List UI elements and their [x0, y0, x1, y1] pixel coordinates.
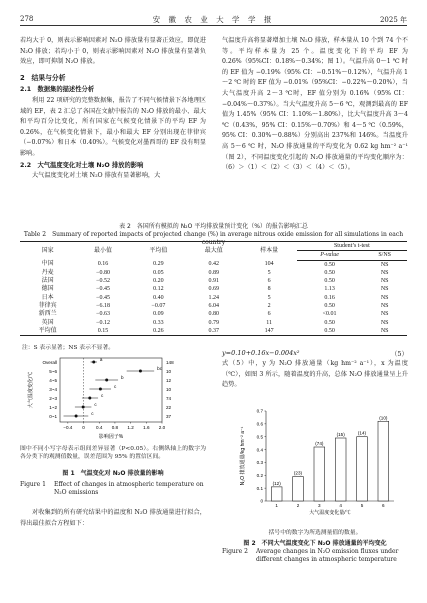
y-tick-label: 0 — [260, 498, 263, 504]
table-cell-n: 5 — [267, 294, 271, 301]
x-tick-label: 0.4 — [96, 425, 103, 430]
table-cell-p: 0.50 — [324, 261, 335, 268]
table-cell-min: 0.16 — [97, 261, 109, 268]
y-tick-label: 0~1 — [49, 414, 57, 419]
table-cell-min: −0.80 — [96, 269, 110, 276]
table-row — [20, 285, 407, 293]
table-cell-country: 日本 — [41, 294, 54, 301]
table-cell-sig: NS — [380, 319, 389, 326]
table-cell-mean: 0.05 — [153, 269, 164, 276]
y-tick-label: 1~2 — [49, 405, 57, 410]
equation-number: （5） — [390, 350, 408, 358]
table-cell-sig: NS — [380, 269, 389, 276]
x-tick-label: 5 — [360, 503, 364, 508]
col-header-mean: 平均值 — [131, 242, 186, 261]
bar-sample-label: (15) — [336, 432, 345, 437]
significance-label: c — [101, 392, 104, 398]
x-tick-label: 4 — [339, 503, 342, 508]
table-cell-n: 6 — [267, 278, 271, 285]
table-cell-mean: 0.33 — [153, 319, 164, 326]
data-point — [92, 361, 95, 364]
y-tick-label: 0.5 — [256, 434, 263, 440]
table-cell-country: 英国 — [41, 319, 54, 326]
data-point — [82, 406, 85, 409]
table-cell-max: 6.04 — [208, 303, 219, 310]
y-tick-label: 0.7 — [256, 408, 263, 414]
table-cell-mean: −0.07 — [151, 303, 166, 310]
table-cell-p: 0.50 — [324, 269, 335, 276]
table-row — [20, 327, 407, 336]
sample-size-label: 148 — [166, 360, 174, 365]
paragraph: 若均大于 0，则表示影响因素对 N₂O 排放量有显著正效应，即促进 N₂O 排放；若均小于 0，则表示影响因素对 N₂O 排放量有显著负效应，即可抑制 N₂O 排放。 — [20, 37, 206, 66]
data-point — [99, 388, 102, 391]
figure1-label-en: Figure 1 — [20, 481, 46, 488]
table-cell-mean: 0.09 — [153, 311, 164, 318]
sample-size-label: 10 — [166, 369, 172, 374]
x-tick-label: 2 — [296, 503, 300, 508]
bar — [293, 477, 304, 501]
table-cell-country: 法国 — [41, 278, 54, 285]
x-axis-title: 影响因子% — [98, 434, 124, 440]
x-tick-label: 2.0 — [158, 425, 166, 430]
paragraph: 气温度升高将显著增加土壤 N₂O 排放，样本量从 10 个到 74 个不等。平均样本量为 25 个。温度变化下的平均 EF 为 0.26%（95%CI：0.18%～0.34%；图 1）。气温升高 0～1 ℃ 时的 EF 值为 −0.19%（95% CI：−0.51%～0.12%），气温升高 1～2 ℃ 时的 EF 值为 −0.01%（95%CI：−0.22%～0.20%），当大气温度升高 2～3 ℃时，EF 值分别为 0.16%（95% CI：−0.04%～0.37%）。当大气温度升高 5～6 ℃，观测到最高的 EF 值为 1.45%（95% CI：1.10%～1.80%），比大气温度升高 3～4 ℃（0.43%，95% CI：0.15%～0.70%）和 4～5 ℃（0.59%，95% CI：0.30%～0.88%）分别高出 237%和 146%。当温度升高 5～6 ℃ 时，N₂O 排放通量的平均变化为 0.62 kg hm⁻² a⁻¹（图 2），不同温度变化引起的 N₂O 排放通量的平均变化顺序为：（6）＞（1）＜（2）＜（3）＜（4）＜（5）。 — [222, 37, 408, 172]
figure1-title: 图 1 气温变化对 N₂O 排放量的影响 — [62, 470, 164, 477]
y-tick-label: 0.3 — [256, 460, 263, 466]
significance-label: bc — [157, 365, 163, 371]
col-header-country: 国家 — [20, 242, 75, 261]
significance-label: c — [94, 401, 97, 407]
equation — [222, 349, 408, 357]
table-cell-mean: 0.40 — [153, 294, 164, 301]
table-cell-mean: 0.12 — [153, 286, 164, 293]
table-cell-p: 0.16 — [324, 294, 335, 301]
y-tick-label: 4~5 — [49, 378, 57, 383]
bar-sample-label: (10) — [379, 415, 388, 421]
y-tick-label: 3~4 — [49, 387, 57, 392]
col-header-ttest: Student’s t-test — [297, 242, 407, 251]
table-cell-min: −0.45 — [96, 294, 110, 301]
table-cell-min: −6.18 — [96, 303, 110, 310]
y-axis-title: 大气温度变化/℃ — [28, 371, 34, 409]
y-tick-label: 5~6 — [49, 369, 57, 374]
col-header-sig: S/NS — [362, 251, 407, 260]
bar — [314, 447, 325, 501]
table-cell-country: 德国 — [41, 286, 54, 293]
x-axis-title: 大气温度变化量/℃ — [309, 510, 351, 515]
table-cell-n: 104 — [264, 261, 274, 268]
table-note: 注：S 表示显著；NS 表示不显著。 — [22, 345, 115, 351]
figure2-title: 图 2 不同大气温度变化下 N₂O 排放通量的平均变化 — [243, 540, 387, 547]
table-caption-en: Table 2 Summary of reported impacts of projected change (%) in average nitrous oxide emission for all simulations in each country — [23, 231, 404, 246]
table-cell-max: 0.69 — [208, 286, 219, 293]
table-cell-min: −0.45 — [96, 286, 110, 293]
bar — [335, 438, 346, 501]
y-tick-label: 2~3 — [49, 396, 57, 401]
x-tick-label: 0.8 — [111, 425, 119, 430]
x-tick-label: −0.4 — [63, 425, 73, 430]
significance-label: c — [91, 410, 94, 416]
figure1-text-en: Effect of changes in atmospheric temperature on N₂O emissions — [54, 481, 204, 497]
summary-table — [20, 241, 407, 336]
sample-size-label: 10 — [166, 387, 172, 392]
subsection-heading: 2.2 大气温度变化对土壤 N₂O 排放的影响 — [20, 161, 144, 169]
table-cell-min: −0.63 — [96, 311, 110, 318]
table-cell-max: 0.91 — [208, 278, 219, 285]
sample-size-label: 22 — [166, 405, 172, 410]
figure1-note: 图中不同小写字母表示组间差异显著（P<0.05）。右侧纵轴上的数字为各分类下的观测值数量，误差范围为 95% 的置信区间。 — [20, 446, 206, 460]
y-tick-label: 0.1 — [256, 485, 263, 491]
table-cell-sig: NS — [380, 286, 389, 293]
table-cell-max: 0.79 — [208, 319, 219, 326]
table-cell-max: 0.42 — [208, 261, 219, 268]
bar-sample-label: (23) — [293, 470, 303, 476]
table-cell-mean: 0.26 — [131, 327, 186, 336]
bar — [378, 421, 389, 501]
table-cell-p: 0.50 — [324, 303, 335, 310]
right-column — [222, 36, 408, 174]
table-cell-n: 11 — [266, 319, 272, 326]
col-header-p: P-value — [297, 251, 363, 260]
equation-formula: y=0.10+0.16x−0.004x² — [222, 349, 300, 357]
table-cell-sig: NS — [380, 261, 389, 268]
table-cell-p: 0.50 — [324, 319, 335, 326]
bar-sample-label: (12) — [272, 480, 281, 486]
table-cell-n: 5 — [267, 269, 271, 276]
table-cell-country: 丹麦 — [41, 269, 54, 276]
table-cell-sig: NS — [380, 278, 389, 285]
x-tick-label: 1 — [275, 503, 278, 508]
left-column — [20, 36, 206, 182]
table-cell-n: 2 — [267, 303, 271, 310]
table-cell-p: <0.01 — [322, 311, 337, 318]
x-tick-label: 3 — [318, 503, 321, 508]
x-tick-label: 1.6 — [143, 425, 150, 430]
table-cell-country: 平均值 — [20, 327, 75, 336]
table-cell-sig: NS — [362, 327, 407, 336]
x-tick-label: 0 — [82, 425, 85, 430]
y-tick-label: 0.2 — [256, 472, 263, 478]
figure2-text-en: Average changes in N₂O emission fluxes under different changes in atmospheric temperature — [256, 548, 399, 564]
significance-label: b — [121, 374, 124, 380]
table-caption-cn: 表 2 各国所有模拟的 N₂O 平均排放量预计变化（%）的报告影响汇总 — [119, 223, 308, 230]
data-point — [75, 415, 78, 418]
bar-sample-label: (74) — [315, 441, 324, 446]
bar-sample-label: (14) — [357, 430, 367, 436]
table-cell-n: 147 — [241, 327, 296, 336]
figure2-label-en: Figure 2 — [222, 548, 248, 555]
page-number: 278 — [20, 15, 34, 23]
significance-label: c — [114, 383, 117, 389]
data-point — [139, 370, 142, 373]
journal-title: 安 徽 农 业 大 学 学 报 — [152, 15, 275, 24]
table-cell-country: 中国 — [41, 261, 54, 268]
significance-label: a — [99, 356, 103, 362]
figure1-title-en — [20, 481, 206, 498]
table-row — [20, 260, 407, 269]
table-cell-p: 0.50 — [297, 327, 363, 336]
page-header — [20, 12, 407, 26]
table-cell-sig: NS — [380, 303, 389, 310]
table-cell-sig: NS — [380, 294, 389, 301]
table-cell-p: 0.50 — [324, 278, 335, 285]
table-cell-min: −0.52 — [96, 278, 110, 285]
paragraph: 利用 22 项研究的完整数据集，报告了不同气候情景下各地理区域的 EF，表 2 汇总了各国在文献中报告的 N₂O 排放的最小、最大和平均百分比变化，所有国家在气候变化情景下的平均 EF 为 0.26%，在气候变化情景下，最小和最大 EF 分别出现在菲律宾（−0.07%）和日本（0.40%）。气候变化对墨西哥的 EF 没有明显影响。 — [20, 96, 206, 157]
table-cell-max: 0.89 — [208, 269, 219, 276]
table-row — [20, 302, 407, 310]
paragraph-text: 对收集到的所有研究结果中的温度和 N₂O 排放通量进行拟合，得出最佳拟合方程如下： — [20, 509, 206, 527]
y-tick-label: 0.6 — [256, 421, 263, 427]
subsection-heading: 2.1 数据集的描述性分析 — [20, 86, 95, 94]
bar — [271, 487, 282, 501]
figure2-bar-chart — [222, 405, 408, 515]
figure1-forest-plot — [20, 352, 206, 442]
sample-size-label: 74 — [166, 396, 172, 401]
table-cell-sig: NS — [380, 311, 389, 318]
y-tick-label: Overall — [42, 360, 57, 365]
sample-size-label: 12 — [166, 378, 172, 383]
table-cell-max: 0.80 — [208, 311, 219, 318]
table-cell-max: 0.37 — [186, 327, 241, 336]
plot-frame — [60, 358, 162, 422]
col-header-min: 最小值 — [75, 242, 130, 261]
data-point — [105, 379, 108, 382]
table-cell-p: 1.13 — [324, 286, 335, 293]
data-point — [88, 397, 91, 400]
x-tick-label: 6 — [382, 503, 385, 508]
table-row — [20, 277, 407, 285]
table-row — [20, 310, 407, 318]
col-header-max: 最大值 — [186, 242, 241, 261]
table-cell-country: 菲律宾 — [38, 303, 57, 310]
table-row — [20, 269, 407, 277]
journal-year: 2025 年 — [379, 16, 407, 24]
paragraph: 大气温度变化对土壤 N₂O 排放有显著影响，大 — [32, 172, 161, 180]
table-cell-country: 新西兰 — [38, 311, 57, 318]
table-cell-n: 6 — [267, 311, 271, 318]
table-cell-max: 1.24 — [208, 294, 219, 301]
figure2-title-en — [222, 548, 408, 565]
table-cell-mean: 0.29 — [153, 261, 164, 268]
figure2-note: 括号中的数字为所选测量值的数量。 — [268, 530, 362, 536]
table-row — [20, 294, 407, 302]
y-axis-title: N₂O 排放通量/kg hm⁻² a⁻¹ — [240, 426, 246, 486]
table-cell-mean: 0.20 — [153, 278, 164, 285]
sample-size-label: 37 — [166, 414, 172, 419]
col-header-n: 样本量 — [241, 242, 296, 261]
bar — [357, 437, 368, 501]
table-row — [20, 319, 407, 327]
table-cell-n: 8 — [267, 286, 271, 293]
paragraph — [20, 508, 206, 529]
section-heading: 2 结果与分析 — [20, 73, 66, 82]
x-tick-label: 1.2 — [127, 425, 134, 430]
table-cell-min: 0.15 — [75, 327, 130, 336]
y-tick-label: 0.4 — [256, 447, 263, 453]
paragraph: 式（5）中，y 为 N₂O 排放通量（kg hm⁻² a⁻¹），x 为温度（℃），如图 3 所示，随着温度的升高，总体 N₂O 排放通量呈上升趋势。 — [222, 360, 408, 389]
table-cell-min: −0.12 — [96, 319, 110, 326]
